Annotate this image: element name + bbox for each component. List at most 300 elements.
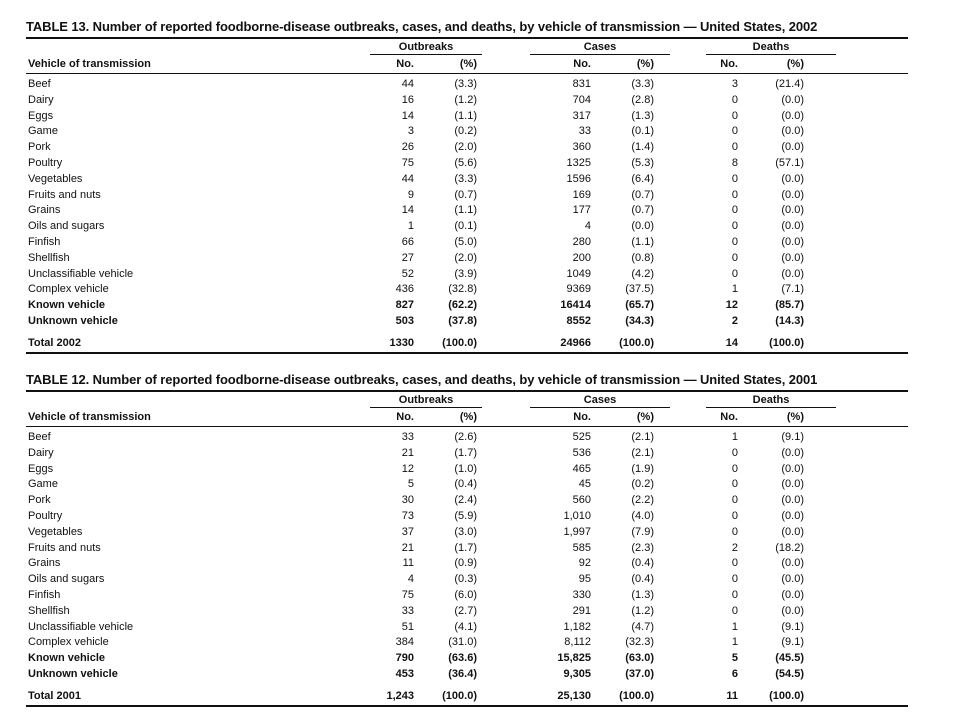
vehicle-cell: Eggs: [28, 109, 54, 122]
table-row: [26, 572, 908, 588]
col-cases-pct: (%): [636, 411, 654, 423]
outbreaks-no-cell: 30: [401, 494, 414, 507]
deaths-pct-cell: (0.0): [781, 267, 804, 280]
deaths-pct-cell: (0.0): [781, 509, 804, 522]
table-title: TABLE 12. Number of reported foodborne-disease outbreaks, cases, and deaths, by vehicle of transmission — United States, 2001: [26, 371, 908, 392]
cases-no-cell: 585: [572, 541, 591, 554]
group-deaths: Deaths: [706, 40, 836, 55]
deaths-pct-cell: (85.7): [775, 299, 804, 312]
deaths-no-cell: 5: [731, 652, 738, 665]
outbreaks-no-cell: 66: [401, 235, 414, 248]
outbreaks-pct-cell: (1.1): [454, 204, 477, 217]
table-body: [26, 74, 908, 330]
cases-pct-cell: (0.8): [631, 251, 654, 264]
cases-pct-cell: (0.4): [631, 557, 654, 570]
table-row: [26, 172, 908, 188]
col-deaths-no: No.: [720, 411, 738, 423]
table-row: [26, 219, 908, 235]
table-row: [26, 620, 908, 636]
cases-no-cell: 525: [572, 431, 591, 443]
deaths-no-cell: 0: [731, 588, 738, 601]
outbreaks-pct-cell: (0.3): [454, 573, 477, 586]
col-cases-no: No.: [573, 411, 591, 423]
outbreaks-no-cell: 436: [395, 283, 414, 296]
outbreaks-no-cell: 827: [395, 299, 414, 312]
cases-pct-cell: (0.0): [631, 220, 654, 233]
outbreaks-no-cell: 9: [407, 188, 414, 201]
cases-pct-cell: (1.3): [631, 588, 654, 601]
deaths-pct-cell: (0.0): [781, 478, 804, 491]
table-row: [26, 251, 908, 267]
table-row: [26, 446, 908, 462]
column-header-row: [26, 408, 908, 427]
deaths-pct-cell: (0.0): [781, 446, 804, 459]
outbreaks-no-cell: 52: [401, 267, 414, 280]
deaths-no-cell: 2: [731, 541, 738, 554]
table-row: [26, 140, 908, 156]
total-cases-no: 25,130: [557, 689, 591, 702]
deaths-no-cell: 6: [731, 667, 738, 680]
table-row: [26, 635, 908, 651]
cases-pct-cell: (1.2): [631, 604, 654, 617]
total-outbreaks-pct: (100.0): [442, 689, 477, 702]
outbreaks-pct-cell: (3.3): [454, 78, 477, 90]
vehicle-cell: Pork: [28, 141, 51, 154]
vehicle-cell: Poultry: [28, 509, 63, 522]
outbreaks-no-cell: 5: [407, 478, 414, 491]
cases-no-cell: 1596: [566, 172, 591, 185]
table-row: [26, 267, 908, 283]
deaths-no-cell: 0: [731, 188, 738, 201]
outbreaks-pct-cell: (5.6): [454, 156, 477, 169]
deaths-no-cell: 0: [731, 462, 738, 475]
cases-pct-cell: (5.3): [631, 156, 654, 169]
cases-no-cell: 1,997: [563, 525, 591, 538]
vehicle-cell: Known vehicle: [28, 652, 106, 665]
deaths-no-cell: 3: [731, 78, 738, 90]
deaths-no-cell: 0: [731, 509, 738, 522]
table-13: [26, 18, 908, 354]
outbreaks-pct-cell: (2.0): [454, 251, 477, 264]
cases-no-cell: 15,825: [557, 652, 591, 665]
cases-pct-cell: (2.1): [631, 431, 654, 443]
cases-pct-cell: (32.3): [625, 636, 654, 649]
cases-pct-cell: (2.2): [631, 494, 654, 507]
cases-no-cell: 831: [572, 78, 591, 90]
deaths-pct-cell: (0.0): [781, 494, 804, 507]
total-label: Total 2001: [28, 689, 81, 702]
table-row: [26, 651, 908, 667]
table-12: [26, 371, 908, 707]
outbreaks-pct-cell: (0.7): [454, 188, 477, 201]
cases-no-cell: 8,112: [564, 636, 591, 649]
cases-pct-cell: (7.9): [631, 525, 654, 538]
outbreaks-no-cell: 453: [395, 667, 414, 680]
deaths-no-cell: 0: [731, 109, 738, 122]
total-cases-no: 24966: [560, 336, 591, 349]
col-outbreaks-pct: (%): [459, 58, 477, 70]
deaths-pct-cell: (0.0): [781, 235, 804, 248]
outbreaks-no-cell: 75: [401, 588, 414, 601]
total-outbreaks-pct: (100.0): [442, 336, 477, 349]
outbreaks-pct-cell: (1.0): [454, 462, 477, 475]
deaths-pct-cell: (14.3): [775, 314, 804, 327]
cases-no-cell: 280: [572, 235, 591, 248]
deaths-pct-cell: (0.0): [781, 220, 804, 233]
outbreaks-pct-cell: (36.4): [448, 667, 477, 680]
outbreaks-no-cell: 790: [395, 652, 414, 665]
deaths-pct-cell: (0.0): [781, 251, 804, 264]
outbreaks-pct-cell: (6.0): [454, 588, 477, 601]
col-outbreaks-no: No.: [396, 411, 414, 423]
cases-no-cell: 704: [572, 93, 591, 106]
deaths-no-cell: 0: [731, 494, 738, 507]
deaths-no-cell: 0: [731, 235, 738, 248]
table-row: [26, 203, 908, 219]
deaths-pct-cell: (0.0): [781, 109, 804, 122]
cases-pct-cell: (2.3): [631, 541, 654, 554]
deaths-no-cell: 0: [731, 604, 738, 617]
cases-pct-cell: (37.5): [625, 283, 654, 296]
cases-pct-cell: (37.0): [625, 667, 654, 680]
cases-pct-cell: (63.0): [625, 652, 654, 665]
outbreaks-pct-cell: (1.1): [454, 109, 477, 122]
cases-no-cell: 8552: [566, 314, 591, 327]
total-deaths-no: 11: [726, 689, 738, 702]
outbreaks-pct-cell: (0.2): [454, 125, 477, 138]
table-row: [26, 604, 908, 620]
total-deaths-no: 14: [725, 336, 738, 349]
col-outbreaks-pct: (%): [459, 411, 477, 423]
cases-pct-cell: (0.1): [631, 125, 654, 138]
outbreaks-pct-cell: (5.0): [454, 235, 477, 248]
table-row: [26, 235, 908, 251]
cases-pct-cell: (0.2): [631, 478, 654, 491]
table-row: [26, 156, 908, 172]
deaths-no-cell: 12: [725, 299, 738, 312]
table-row: [26, 188, 908, 204]
table-row: [26, 477, 908, 493]
outbreaks-no-cell: 33: [401, 604, 414, 617]
table-row: [26, 109, 908, 125]
deaths-no-cell: 8: [731, 156, 738, 169]
vehicle-cell: Beef: [28, 431, 51, 443]
table-row: [26, 462, 908, 478]
vehicle-cell: Oils and sugars: [28, 573, 105, 586]
vehicle-cell: Grains: [28, 557, 61, 570]
table-row: [26, 509, 908, 525]
deaths-no-cell: 0: [731, 172, 738, 185]
cases-no-cell: 9369: [566, 283, 591, 296]
vehicle-cell: Dairy: [28, 446, 54, 459]
col-cases-no: No.: [573, 58, 591, 70]
deaths-pct-cell: (0.0): [781, 204, 804, 217]
deaths-no-cell: 0: [731, 525, 738, 538]
cases-no-cell: 16414: [560, 299, 591, 312]
table-row: [26, 314, 908, 330]
table-row: [26, 298, 908, 314]
total-cases-pct: (100.0): [619, 689, 654, 702]
total-outbreaks-no: 1330: [389, 336, 414, 349]
cases-no-cell: 177: [572, 204, 591, 217]
deaths-no-cell: 0: [731, 446, 738, 459]
group-cases: Cases: [530, 393, 670, 408]
outbreaks-no-cell: 27: [401, 251, 414, 264]
group-outbreaks: Outbreaks: [370, 40, 482, 55]
outbreaks-pct-cell: (3.0): [454, 525, 477, 538]
cases-pct-cell: (6.4): [631, 172, 654, 185]
deaths-no-cell: 0: [731, 125, 738, 138]
outbreaks-no-cell: 44: [401, 78, 414, 90]
total-row: [26, 688, 908, 707]
deaths-no-cell: 1: [731, 431, 738, 443]
deaths-pct-cell: (21.4): [775, 78, 804, 90]
vehicle-cell: Unclassifiable vehicle: [28, 267, 134, 280]
group-cases: Cases: [530, 40, 670, 55]
vehicle-cell: Finfish: [28, 235, 61, 248]
vehicle-cell: Unknown vehicle: [28, 667, 118, 680]
table-body: [26, 427, 908, 683]
deaths-no-cell: 0: [731, 573, 738, 586]
deaths-no-cell: 0: [731, 141, 738, 154]
outbreaks-pct-cell: (2.0): [454, 141, 477, 154]
deaths-no-cell: 1: [731, 620, 738, 633]
outbreaks-no-cell: 33: [401, 431, 414, 443]
vehicle-cell: Game: [28, 478, 58, 491]
cases-pct-cell: (1.4): [631, 141, 654, 154]
deaths-pct-cell: (57.1): [775, 156, 804, 169]
table-row: [26, 493, 908, 509]
group-outbreaks: Outbreaks: [370, 393, 482, 408]
deaths-pct-cell: (45.5): [775, 652, 804, 665]
deaths-pct-cell: (0.0): [781, 604, 804, 617]
vehicle-cell: Shellfish: [28, 604, 70, 617]
group-header-row: [26, 39, 908, 55]
outbreaks-no-cell: 14: [401, 204, 414, 217]
outbreaks-pct-cell: (5.9): [454, 509, 477, 522]
vehicle-cell: Pork: [28, 494, 51, 507]
total-row: [26, 335, 908, 354]
cases-no-cell: 317: [572, 109, 591, 122]
cases-no-cell: 200: [572, 251, 591, 264]
deaths-no-cell: 2: [731, 314, 738, 327]
cases-pct-cell: (1.9): [631, 462, 654, 475]
deaths-pct-cell: (18.2): [775, 541, 804, 554]
outbreaks-no-cell: 21: [401, 446, 414, 459]
cases-no-cell: 291: [572, 604, 591, 617]
deaths-pct-cell: (0.0): [781, 93, 804, 106]
vehicle-cell: Fruits and nuts: [28, 541, 101, 554]
deaths-pct-cell: (0.0): [781, 141, 804, 154]
total-deaths-pct: (100.0): [769, 336, 804, 349]
outbreaks-no-cell: 75: [401, 156, 414, 169]
outbreaks-pct-cell: (63.6): [448, 652, 477, 665]
deaths-no-cell: 0: [731, 204, 738, 217]
cases-no-cell: 1,010: [563, 509, 591, 522]
outbreaks-pct-cell: (0.1): [454, 220, 477, 233]
table-row: [26, 556, 908, 572]
outbreaks-no-cell: 44: [401, 172, 414, 185]
vehicle-cell: Finfish: [28, 588, 61, 601]
deaths-no-cell: 1: [731, 636, 738, 649]
cases-pct-cell: (0.7): [631, 188, 654, 201]
cases-pct-cell: (1.1): [631, 235, 654, 248]
outbreaks-no-cell: 503: [395, 314, 414, 327]
outbreaks-no-cell: 12: [401, 462, 414, 475]
deaths-no-cell: 0: [731, 267, 738, 280]
vehicle-cell: Shellfish: [28, 251, 70, 264]
deaths-pct-cell: (0.0): [781, 172, 804, 185]
cases-no-cell: 360: [572, 141, 591, 154]
group-deaths: Deaths: [706, 393, 836, 408]
cases-pct-cell: (0.7): [631, 204, 654, 217]
outbreaks-no-cell: 3: [407, 125, 414, 138]
deaths-pct-cell: (0.0): [781, 125, 804, 138]
outbreaks-pct-cell: (1.7): [454, 446, 477, 459]
deaths-pct-cell: (54.5): [775, 667, 804, 680]
outbreaks-no-cell: 1: [407, 220, 414, 233]
vehicle-cell: Known vehicle: [28, 299, 106, 312]
vehicle-cell: Fruits and nuts: [28, 188, 101, 201]
outbreaks-pct-cell: (2.4): [454, 494, 477, 507]
outbreaks-pct-cell: (4.1): [454, 620, 477, 633]
col-vehicle: Vehicle of transmission: [28, 58, 151, 70]
outbreaks-pct-cell: (32.8): [448, 283, 477, 296]
deaths-pct-cell: (0.0): [781, 462, 804, 475]
total-deaths-pct: (100.0): [769, 689, 804, 702]
vehicle-cell: Unclassifiable vehicle: [28, 620, 134, 633]
outbreaks-no-cell: 21: [401, 541, 414, 554]
outbreaks-no-cell: 37: [401, 525, 414, 538]
cases-pct-cell: (4.0): [631, 509, 654, 522]
deaths-pct-cell: (0.0): [781, 557, 804, 570]
cases-no-cell: 45: [578, 478, 591, 491]
table-row: [26, 667, 908, 683]
cases-pct-cell: (2.8): [631, 93, 654, 106]
table-row: [26, 282, 908, 298]
table-row: [26, 525, 908, 541]
total-cases-pct: (100.0): [619, 336, 654, 349]
outbreaks-pct-cell: (31.0): [448, 636, 477, 649]
col-vehicle: Vehicle of transmission: [28, 411, 151, 423]
table-row: [26, 430, 908, 446]
vehicle-cell: Vegetables: [28, 172, 83, 185]
outbreaks-no-cell: 4: [407, 573, 414, 586]
cases-no-cell: 4: [584, 220, 591, 233]
deaths-no-cell: 0: [731, 220, 738, 233]
cases-no-cell: 1325: [566, 156, 591, 169]
outbreaks-no-cell: 14: [401, 109, 414, 122]
col-outbreaks-no: No.: [396, 58, 414, 70]
total-label: Total 2002: [28, 336, 81, 349]
outbreaks-no-cell: 51: [401, 620, 414, 633]
outbreaks-pct-cell: (0.9): [454, 557, 477, 570]
cases-no-cell: 95: [578, 573, 591, 586]
cases-no-cell: 92: [578, 557, 591, 570]
column-header-row: [26, 55, 908, 74]
col-deaths-pct: (%): [786, 58, 804, 70]
vehicle-cell: Grains: [28, 204, 61, 217]
outbreaks-pct-cell: (3.9): [454, 267, 477, 280]
table-row: [26, 93, 908, 109]
outbreaks-pct-cell: (2.6): [454, 431, 477, 443]
outbreaks-pct-cell: (2.7): [454, 604, 477, 617]
cases-pct-cell: (1.3): [631, 109, 654, 122]
outbreaks-no-cell: 11: [402, 557, 414, 570]
vehicle-cell: Game: [28, 125, 58, 138]
deaths-pct-cell: (0.0): [781, 588, 804, 601]
cases-pct-cell: (34.3): [625, 314, 654, 327]
cases-pct-cell: (3.3): [631, 78, 654, 90]
vehicle-cell: Complex vehicle: [28, 636, 109, 649]
deaths-pct-cell: (0.0): [781, 188, 804, 201]
cases-no-cell: 465: [572, 462, 591, 475]
table-title: TABLE 13. Number of reported foodborne-disease outbreaks, cases, and deaths, by vehicle of transmission — United States, 2002: [26, 18, 908, 39]
outbreaks-no-cell: 16: [401, 93, 414, 106]
deaths-no-cell: 0: [731, 93, 738, 106]
deaths-no-cell: 0: [731, 557, 738, 570]
outbreaks-pct-cell: (1.2): [454, 93, 477, 106]
total-outbreaks-no: 1,243: [386, 689, 414, 702]
table-row: [26, 124, 908, 140]
vehicle-cell: Dairy: [28, 93, 54, 106]
vehicle-cell: Unknown vehicle: [28, 314, 118, 327]
table-row: [26, 588, 908, 604]
table-row: [26, 77, 908, 93]
deaths-no-cell: 0: [731, 251, 738, 264]
outbreaks-pct-cell: (62.2): [448, 299, 477, 312]
deaths-pct-cell: (9.1): [781, 620, 804, 633]
deaths-pct-cell: (9.1): [781, 636, 804, 649]
cases-no-cell: 1049: [566, 267, 591, 280]
cases-pct-cell: (0.4): [631, 573, 654, 586]
outbreaks-pct-cell: (1.7): [454, 541, 477, 554]
cases-pct-cell: (2.1): [631, 446, 654, 459]
deaths-pct-cell: (0.0): [781, 525, 804, 538]
deaths-pct-cell: (7.1): [781, 283, 804, 296]
col-cases-pct: (%): [636, 58, 654, 70]
cases-no-cell: 560: [572, 494, 591, 507]
cases-pct-cell: (4.2): [631, 267, 654, 280]
cases-no-cell: 1,182: [563, 620, 591, 633]
table-row: [26, 541, 908, 557]
outbreaks-no-cell: 73: [401, 509, 414, 522]
cases-no-cell: 330: [572, 588, 591, 601]
outbreaks-pct-cell: (37.8): [448, 314, 477, 327]
vehicle-cell: Poultry: [28, 156, 63, 169]
vehicle-cell: Beef: [28, 78, 51, 90]
cases-no-cell: 9,305: [563, 667, 591, 680]
cases-no-cell: 33: [578, 125, 591, 138]
group-header-row: [26, 392, 908, 408]
deaths-pct-cell: (0.0): [781, 573, 804, 586]
vehicle-cell: Vegetables: [28, 525, 83, 538]
deaths-no-cell: 1: [731, 283, 738, 296]
vehicle-cell: Complex vehicle: [28, 283, 109, 296]
col-deaths-pct: (%): [786, 411, 804, 423]
col-deaths-no: No.: [720, 58, 738, 70]
outbreaks-pct-cell: (0.4): [454, 478, 477, 491]
deaths-no-cell: 0: [731, 478, 738, 491]
vehicle-cell: Eggs: [28, 462, 54, 475]
outbreaks-no-cell: 26: [401, 141, 414, 154]
vehicle-cell: Oils and sugars: [28, 220, 105, 233]
outbreaks-pct-cell: (3.3): [454, 172, 477, 185]
cases-pct-cell: (4.7): [631, 620, 654, 633]
cases-no-cell: 169: [572, 188, 591, 201]
deaths-pct-cell: (9.1): [781, 431, 804, 443]
outbreaks-no-cell: 384: [395, 636, 414, 649]
